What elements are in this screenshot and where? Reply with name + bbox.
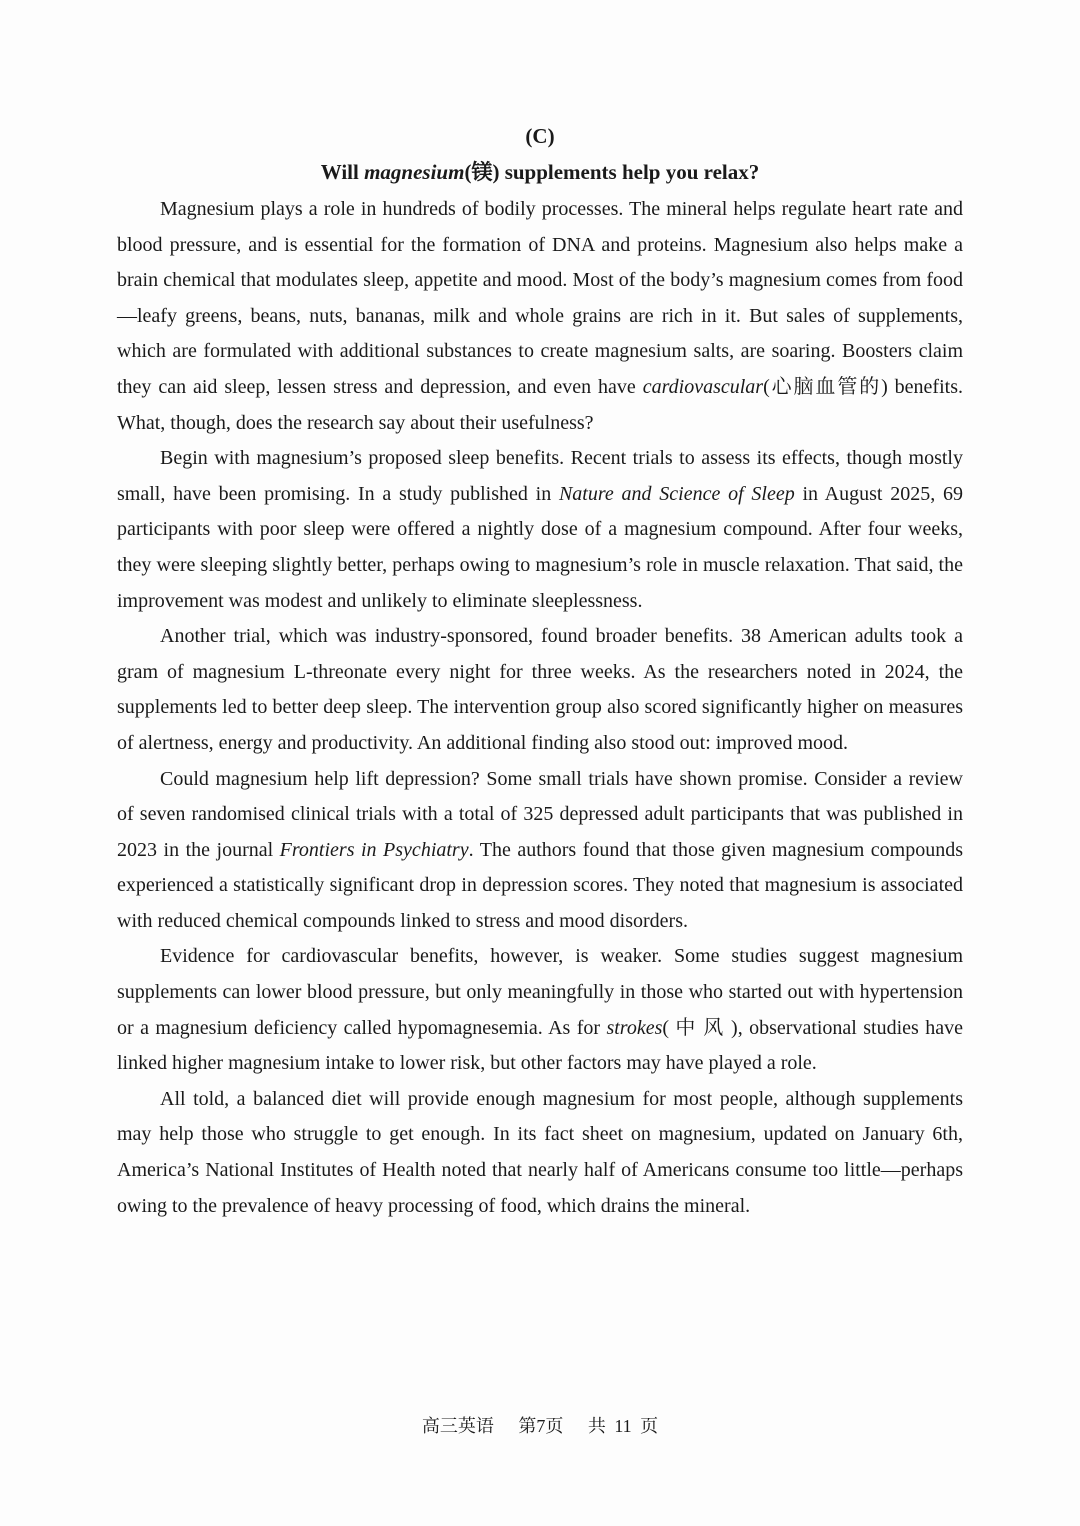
paragraph-1 <box>117 192 963 441</box>
paragraph-text: Magnesium plays a role in hundreds of bodily processes. The mineral helps regulate heart rate and blood pressure, and is essential for the formation of DNA and proteins. Magnesium also helps make a brain chemical that modulates sleep, appetite and mood. Most of the body’s magnesium comes from food—leafy greens, beans, nuts, bananas, milk and whole grains are rich in it. But sales of supplements, which are formulated with additional substances to create magnesium salts, are soaring. Boosters claim they can aid sleep, lessen stress and depression, and even have <box>117 198 963 398</box>
paragraph-italic: Nature and Science of Sleep <box>558 482 795 505</box>
paragraph-5 <box>117 939 963 1081</box>
footer-total-pages: 共 11 页 <box>587 1416 659 1436</box>
paragraph-text: in August 2025, 69 participants with poor sleep were offered a nightly dose of a magnesium compound. After four weeks, they were sleeping slightly better, perhaps owing to magnesium’s role in muscle relaxation. That said, the improvement was modest and unlikely to eliminate sleeplessness. <box>117 482 963 612</box>
paragraph-6 <box>117 1082 963 1224</box>
paragraph-text: (心脑血管的) benefits. What, though, does the research say about their usefulness? <box>117 375 963 434</box>
paragraph-text: ( 中 风 ), observational studies have linked higher magnesium intake to lower risk, but other factors may have played a role. <box>117 1016 963 1075</box>
page-footer <box>0 1414 1080 1438</box>
paragraph-text: Evidence for cardiovascular benefits, however, is weaker. Some studies suggest magnesium supplements can lower blood pressure, but only meaningfully in those who started out with hypertension or a magnesium deficiency called hypomagnesemia. As for <box>117 945 963 1039</box>
paragraph-text: Begin with magnesium’s proposed sleep benefits. Recent trials to assess its effects, though mostly small, have been promising. In a study published in <box>117 447 963 505</box>
paragraph-4 <box>117 762 963 940</box>
footer-subject: 高三英语 <box>421 1416 494 1436</box>
section-label: (C) <box>525 124 555 148</box>
paragraph-italic: cardiovascular <box>642 375 764 398</box>
paragraph-text: Could magnesium help lift depression? Some small trials have shown promise. Consider a review of seven randomised clinical trials with a total of 325 depressed adult participants that was published in 2023 in the journal <box>117 767 963 861</box>
paragraph-text: Another trial, which was industry-sponsored, found broader benefits. 38 American adults took a gram of magnesium L-threonate every night for three weeks. As the researchers noted in 2024, the supplements led to better deep sleep. The intervention group also scored significantly higher on measures of alertness, energy and productivity. An additional finding also stood out: improved mood. <box>117 625 963 754</box>
paragraph-italic: Frontiers in Psychiatry <box>279 838 469 861</box>
passage-body <box>117 192 963 1224</box>
paragraph-3 <box>117 619 963 761</box>
paragraph-text: . The authors found that those given magnesium compounds experienced a statistically significant drop in depression scores. They noted that magnesium is associated with reduced chemical compounds linked to stress and mood disorders. <box>117 838 963 932</box>
paragraph-italic: strokes <box>606 1016 663 1039</box>
title-italic: magnesium <box>364 160 465 184</box>
title-prefix: Will <box>320 160 365 184</box>
title-suffix: (镁) supplements help you relax? <box>464 160 760 184</box>
passage-title <box>0 158 1080 186</box>
paragraph-2 <box>117 441 963 619</box>
paragraph-text: All told, a balanced diet will provide enough magnesium for most people, although supplements may help those who struggle to get enough. In its fact sheet on magnesium, updated on January 6th, America’s National Institutes of Health noted that nearly half of Americans consume too little—perhaps owing to the prevalence of heavy processing of food, which drains the mineral. <box>117 1087 963 1217</box>
footer-page-number: 第7页 <box>518 1416 564 1436</box>
